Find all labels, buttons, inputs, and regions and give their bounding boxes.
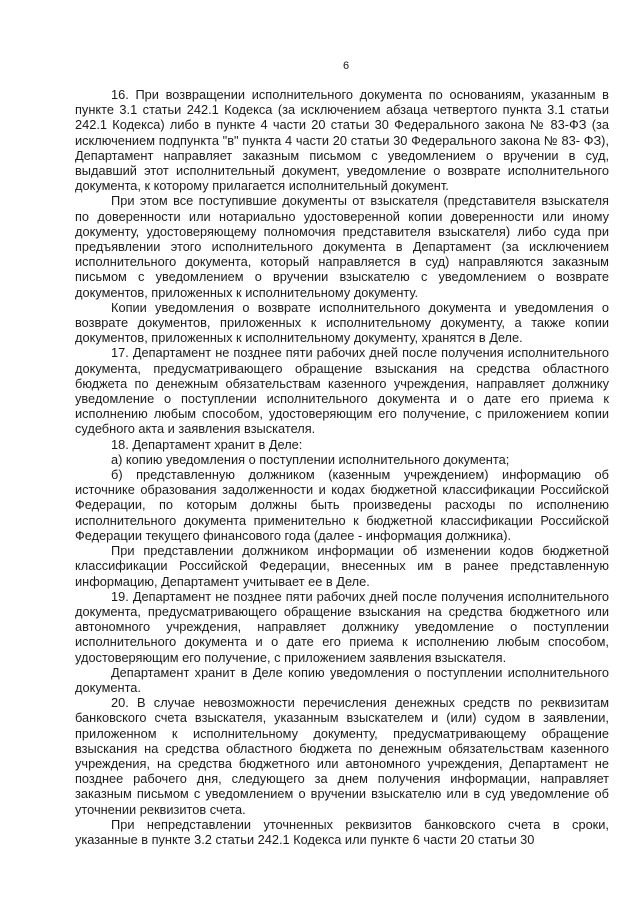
paragraph-18: 18. Департамент хранит в Деле: (111, 436, 303, 452)
paragraph-16-copies: Копии уведомления о возврате исполнительного документа и уведомления о возврате документов, приложенных к исполнительному документу, а также копии документов, приложенных к исполнительному документу, хранятся в Деле. (75, 299, 609, 346)
paragraph-18-item-b: б) представленную должником (казенным учреждением) информацию об источнике образования задолженности и кодах бюджетной классификации Российской Федерации, по которым должны быть произведены расходы по исполнению исполнительного документа применительно к бюджетной классификации Российской Федерации текущего финансового года (далее - информация должника). (75, 467, 609, 543)
paragraph-18-code-changes: При представлении должником информации об изменении кодов бюджетной классификации Российской Федерации, внесенных им в ранее представленную информацию, Департамент учитывает ее в Деле. (75, 543, 609, 589)
paragraph-19: 19. Департамент не позднее пяти рабочих дней после получения исполнительного документа, предусматривающего обращение взыскания на средства бюджетного или автономного учреждения, направляет должнику уведомление о поступлении исполнительного документа и о дате его приема к исполнению любым способом, удостоверяющим его получение, с приложением заявления взыскателя. (75, 588, 609, 665)
paragraph-19-storage: Департамент хранит в Деле копию уведомления о поступлении исполнительного документа. (75, 664, 609, 695)
paragraph-20-continued: При непредставлении уточненных реквизитов банковского счета в сроки, указанные в пункте 3.2 статьи 242.1 Кодекса или пункте 6 части 20 статьи 30 (75, 816, 609, 847)
paragraph-16-documents-return: При этом все поступившие документы от взыскателя (представителя взыскателя по доверенности или нотариально удостоверенной копии доверенности или иному документу, удостоверяющему полномочия представителя взыскателя) либо суда при предъявлении этого исполнительного документа в Департамент (за исключением исполнительного документа, который направляется в суд) направляются заказным письмом с уведомлением о вручении взыскателю с уведомлением о возврате документов, приложенных к исполнительному документу. (75, 193, 609, 300)
page-number: 6 (342, 60, 350, 72)
paragraph-18-item-a: а) копию уведомления о поступлении исполнительного документа; (111, 451, 510, 467)
paragraph-20: 20. В случае невозможности перечисления денежных средств по реквизитам банковского счета взыскателя, указанным взыскателем и (или) судом в заявлении, приложенном к исполнительному документу, предусматривающему обращение взыскания на средства областного бюджета по денежным обязательствам казенного учреждения, на средства бюджетного или автономного учреждения, Департамент не позднее рабочего дня, следующего за днем получения информации, направляет заказным письмом с уведомлением о вручении взыскателю или в суд уведомление об уточнении реквизитов счета. (75, 695, 609, 817)
paragraph-17: 17. Департамент не позднее пяти рабочих дней после получения исполнительного документа, предусматривающего обращение взыскания на средства областного бюджета по денежным обязательствам казенного учреждения, направляет должнику уведомление о поступлении исполнительного документа и о дате его приема к исполнению любым способом, удостоверяющим его получение, с приложением копии судебного акта и заявления взыскателя. (75, 345, 609, 437)
paragraph-16: 16. При возвращении исполнительного документа по основаниям, указанным в пункте 3.1 статьи 242.1 Кодекса (за исключением абзаца четвертого пункта 3.1 статьи 242.1 Кодекса) либо в пункте 4 части 20 статьи 30 Федерального закона № 83-ФЗ (за исключением подпункта "в" пункта 4 части 20 статьи 30 Федерального закона № 83- ФЗ), Департамент направляет заказным письмом с уведомлением о вручении в суд, выдавший этот исполнительный документ, уведомление о возврате исполнительного документа, к которому прилагается исполнительный документ. (75, 87, 609, 194)
